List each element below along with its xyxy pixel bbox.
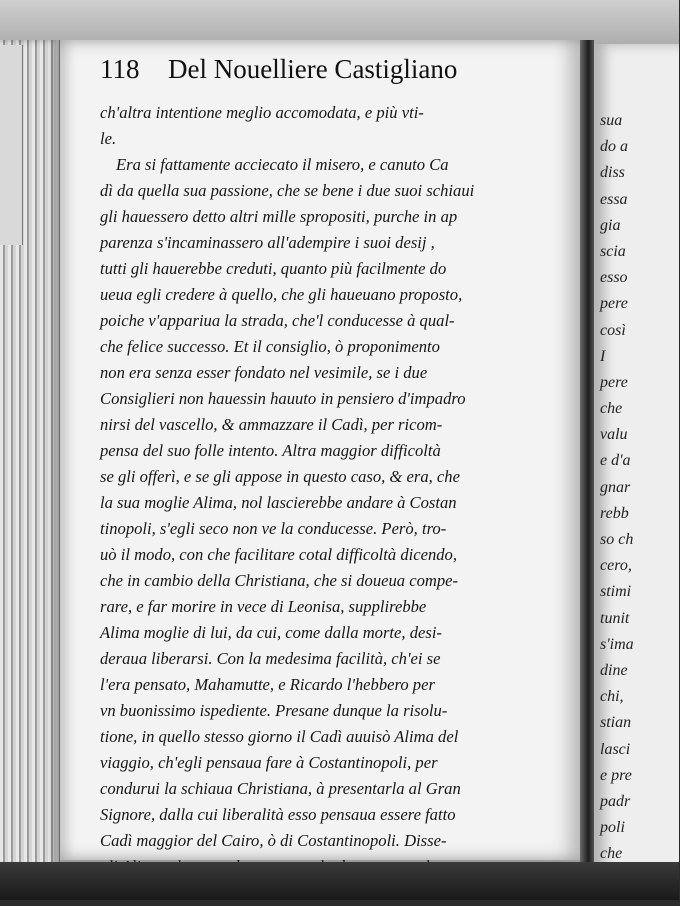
facing-page-line: pere xyxy=(600,373,628,391)
left-margin-sheet xyxy=(0,45,23,245)
facing-page-line: che xyxy=(600,400,623,418)
text-line: deraua liberarsi. Con la medesima facilità, ch'ei se xyxy=(100,649,441,668)
text-line: nirsi del vascello, & ammazzare il Cadì, per ricom- xyxy=(100,415,443,434)
facing-page-line: scia xyxy=(600,242,626,260)
body-text xyxy=(100,100,570,906)
text-line: tione, in quello stesso giorno il Cadì auuisò Alima del xyxy=(100,727,459,746)
facing-page-line: cero, xyxy=(600,557,632,575)
text-line: Signore, dalla cui liberalità esso pensaua essere fatto xyxy=(100,805,456,824)
facing-page-line: dine xyxy=(600,661,628,679)
text-line: pensa del suo folle intento. Altra maggior difficoltà xyxy=(100,441,441,460)
text-line: che in cambio della Christiana, che si doueua compe- xyxy=(100,571,459,590)
text-line: che felice successo. Et il consiglio, ò proponimento xyxy=(100,337,440,356)
facing-page-line: lasci xyxy=(600,740,631,758)
facing-page-line: valu xyxy=(600,426,628,444)
right-facing-page xyxy=(594,44,679,874)
text-line: condurui la schiaua Christiana, à presentarla al Gran xyxy=(100,779,461,798)
facing-page-line: sua xyxy=(600,112,623,129)
text-line: viaggio, ch'egli pensaua fare à Costantinopoli, per xyxy=(100,753,438,772)
text-line: Cadì maggior del Cairo, ò di Costantinopoli. Disse- xyxy=(100,831,447,850)
facing-page-line: s'ima xyxy=(600,635,634,653)
facing-page-line: stian xyxy=(600,714,632,732)
text-line: Era si fattamente acciecato il misero, e canuto Ca xyxy=(116,155,449,174)
facing-page-line: poli xyxy=(600,819,625,837)
facing-page-line: esso xyxy=(600,269,628,287)
text-line: rare, e far morire in vece di Leonisa, supplirebbe xyxy=(100,597,427,616)
text-line: tinopoli, s'egli seco non ve la conducesse. Però, tro- xyxy=(100,519,447,538)
facing-page-line: essa xyxy=(600,190,628,208)
facing-page-line: e d'a xyxy=(600,452,631,470)
text-line: vn buonissimo ispediente. Presane dunque la risolu- xyxy=(100,701,448,720)
facing-page-line: pere xyxy=(600,295,628,313)
text-line: la sua moglie Alima, nol lascierebbe andare à Costan xyxy=(100,493,457,512)
text-line: dì da quella sua passione, che se bene i due suoi schiaui xyxy=(100,181,475,200)
facing-page-line: diss xyxy=(600,164,625,182)
facing-page-line: tunit xyxy=(600,609,630,627)
text-line: gli hauessero detto altri mille spropositi, purche in ap xyxy=(100,207,458,226)
running-title: Del Nouelliere Castigliano xyxy=(168,54,458,84)
facing-page-line: I xyxy=(600,347,606,365)
text-line: Consiglieri non hauessin hauuto in pensiero d'impadro xyxy=(100,389,466,408)
text-line: le. xyxy=(100,129,117,148)
text-line: parenza s'incaminassero all'adempire i suoi desij , xyxy=(100,233,435,252)
text-line: poiche v'appariua la strada, che'l conducesse à qual- xyxy=(100,311,455,330)
facing-page-line: so ch xyxy=(600,531,634,548)
facing-page-line: do a xyxy=(600,138,628,156)
text-line: l'era pensato, Mahamutte, e Ricardo l'hebbero per xyxy=(100,675,435,694)
page-header xyxy=(100,54,570,94)
photo-bottom-shadow xyxy=(0,862,679,900)
facing-page-line: così xyxy=(600,321,626,339)
text-line: se gli offerì, e se gli appose in questo caso, & era, che xyxy=(100,467,460,486)
text-line: ch'altra intentione meglio accomodata, e più vti- xyxy=(100,103,424,122)
text-line: tutti gli hauerebbe creduti, quanto più facilmente do xyxy=(100,259,447,278)
book-gutter xyxy=(580,40,594,870)
facing-page-text xyxy=(600,108,680,894)
facing-page-line: gia xyxy=(600,216,621,234)
text-line: ueua egli credere à quello, che gli haueuano proposto, xyxy=(100,285,463,304)
text-line: Alima moglie di lui, da cui, come dalla morte, desi- xyxy=(100,623,442,642)
facing-page-line: gnar xyxy=(600,478,631,496)
page-number: 118 xyxy=(100,54,140,84)
facing-page-line: e pre xyxy=(600,766,632,784)
facing-page-line: stimi xyxy=(600,583,632,601)
facing-page-line: padr xyxy=(600,792,631,810)
facing-page-line: che xyxy=(600,845,623,863)
facing-page-line: chi, xyxy=(600,688,624,706)
facing-page-line: rebb xyxy=(600,504,629,522)
text-line: non era senza esser fondato nel vesimile, se i due xyxy=(100,363,428,382)
text-line: uò il modo, con che facilitare cotal difficoltà dicendo, xyxy=(100,545,458,564)
